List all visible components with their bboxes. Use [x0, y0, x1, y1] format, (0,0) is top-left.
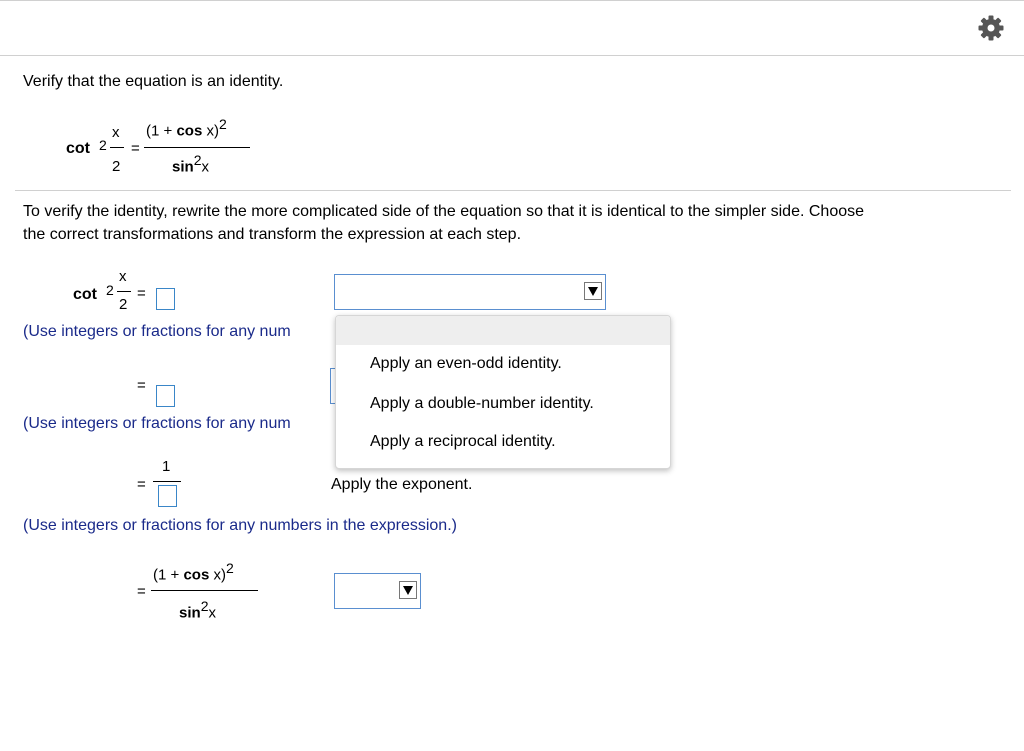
instructions-line-2: the correct transformations and transform the expression at each step.: [23, 226, 522, 243]
lhs-function: cot: [66, 140, 90, 157]
header-divider: [0, 55, 1024, 56]
step1-function: cot: [73, 286, 97, 303]
step1-fraction-bar: [117, 291, 131, 292]
menu-option-blank[interactable]: [336, 316, 670, 345]
step3-equals: =: [137, 476, 146, 493]
step3-answer-box[interactable]: [158, 485, 177, 507]
settings-button[interactable]: [977, 14, 1005, 42]
step3-hint: (Use integers or fractions for any numbers in the expression.): [23, 517, 457, 534]
menu-option-double-number[interactable]: Apply a double-number identity.: [370, 395, 594, 412]
step2-hint: (Use integers or fractions for any num: [23, 415, 291, 432]
step4-numerator: $(1 + \cos x)^2$: [153, 560, 234, 584]
step1-denominator: 2: [119, 296, 128, 313]
problem-prompt: Verify that the equation is an identity.: [23, 73, 284, 90]
dropdown-arrow-icon[interactable]: [399, 581, 417, 599]
lhs-exponent: 2: [99, 137, 107, 153]
step1-reason-dropdown[interactable]: [334, 274, 606, 310]
lhs-fraction-bar: [110, 147, 124, 148]
menu-option-even-odd[interactable]: Apply an even-odd identity.: [370, 355, 562, 372]
step4-equals: =: [137, 583, 146, 600]
menu-option-reciprocal[interactable]: Apply a reciprocal identity.: [370, 433, 556, 450]
top-border: [0, 0, 1024, 1]
step4-reason-dropdown[interactable]: [334, 573, 421, 609]
lhs-numerator: x: [112, 124, 120, 141]
dropdown-arrow-icon[interactable]: [584, 282, 602, 300]
step3-reason: Apply the exponent.: [331, 476, 473, 493]
rhs-fraction-bar: [144, 147, 250, 148]
step2-equals: =: [137, 377, 146, 394]
step4-denominator: $\sin^2x$: [179, 598, 216, 622]
step1-answer-box[interactable]: [156, 288, 175, 310]
instructions-line-1: To verify the identity, rewrite the more complicated side of the equation so that it is identical to the simpler side. Choose: [23, 203, 865, 220]
reason-dropdown-menu: [335, 315, 671, 469]
step1-exponent: 2: [106, 282, 114, 298]
step1-numerator: x: [119, 268, 127, 285]
step2-answer-box[interactable]: [156, 385, 175, 407]
step1-hint: (Use integers or fractions for any num: [23, 323, 291, 340]
step3-fraction-bar: [153, 481, 181, 482]
step3-numerator: 1: [162, 458, 171, 475]
lhs-denominator: 2: [112, 158, 121, 175]
equals-sign: =: [131, 140, 140, 157]
section-divider: [15, 190, 1011, 191]
step1-equals: =: [137, 285, 146, 302]
step4-fraction-bar: [151, 590, 258, 591]
rhs-numerator: $(1 + \cos x)^2$: [146, 116, 227, 140]
gear-icon: [977, 14, 1005, 42]
rhs-denominator: $\sin^2x$: [172, 152, 209, 176]
